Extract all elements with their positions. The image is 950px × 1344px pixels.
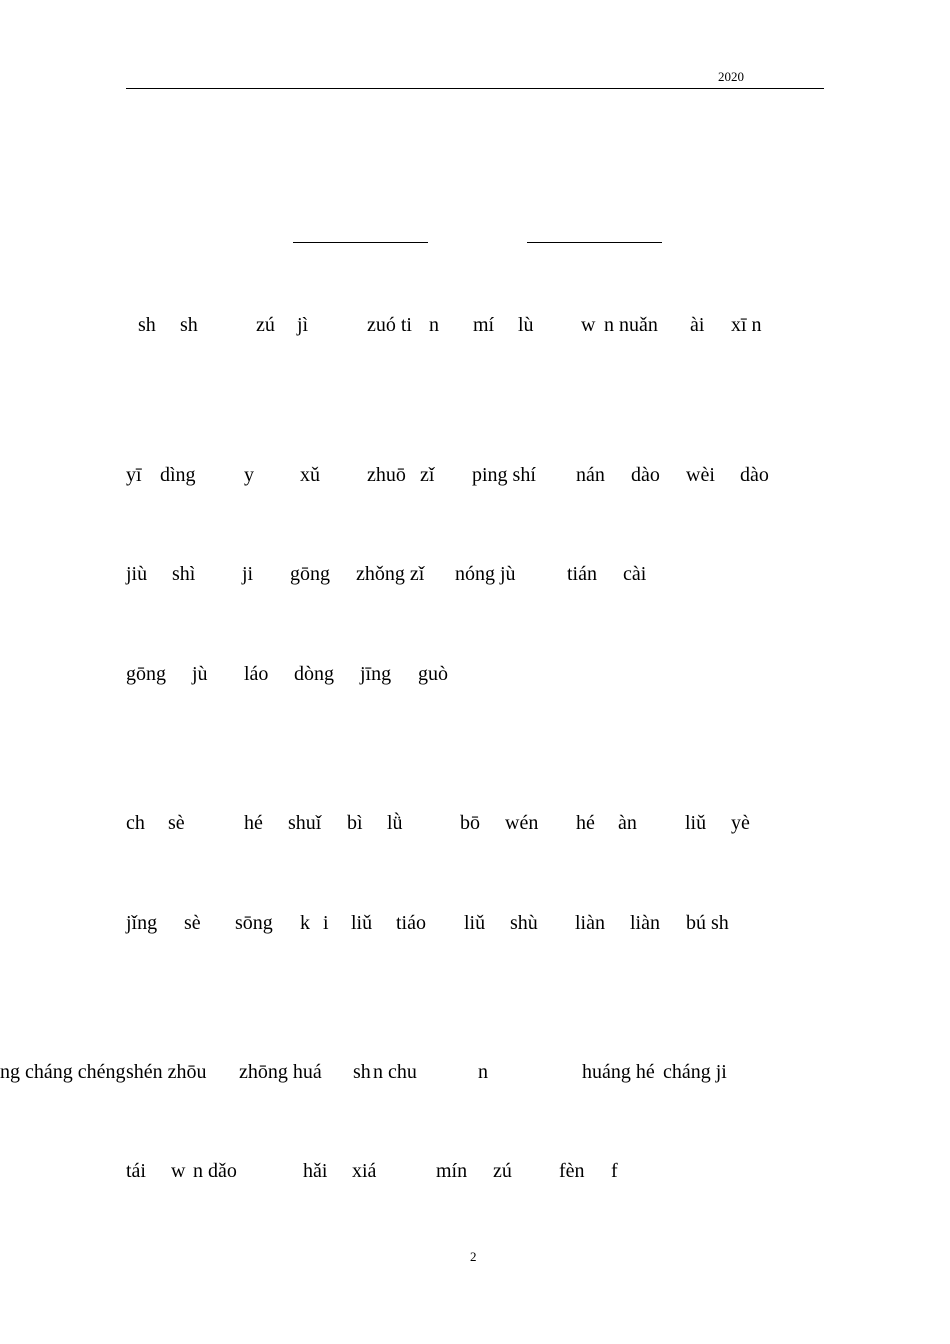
pinyin-word: ch: [126, 812, 145, 834]
pinyin-word: n: [429, 314, 439, 336]
pinyin-word: k: [300, 912, 310, 934]
title-blank-2: [527, 242, 662, 243]
pinyin-word: n dǎo: [193, 1160, 237, 1182]
pinyin-word: ài: [690, 314, 705, 336]
pinyin-word: w: [581, 314, 596, 336]
pinyin-word: xiá: [352, 1160, 377, 1182]
title-blank-1: [293, 242, 428, 243]
pinyin-word: wèi: [686, 464, 715, 486]
header-year: 2020: [718, 69, 744, 84]
pinyin-word: zú: [493, 1160, 512, 1182]
pinyin-word: f: [611, 1160, 618, 1182]
pinyin-word: zú: [256, 314, 275, 336]
pinyin-word: mí: [473, 314, 495, 336]
pinyin-word: sh: [180, 314, 198, 336]
pinyin-word: n nuǎn: [604, 314, 658, 336]
pinyin-word: jǐng: [126, 912, 158, 934]
pinyin-word: zǐ: [420, 464, 435, 486]
pinyin-word: jì: [297, 314, 309, 336]
pinyin-word: bì: [347, 812, 363, 834]
pinyin-word: sōng: [235, 912, 273, 934]
pinyin-word: ng cháng chéng: [0, 1061, 126, 1083]
pinyin-word: guò: [418, 663, 448, 685]
pinyin-word: láo: [244, 663, 269, 685]
pinyin-word: yī: [126, 464, 142, 486]
pinyin-word: jīng: [360, 663, 392, 685]
pinyin-word: lù: [518, 314, 534, 336]
pinyin-word: nán: [576, 464, 605, 486]
pinyin-word: liàn: [575, 912, 605, 934]
pinyin-word: shù: [510, 912, 538, 934]
pinyin-word: jiù: [126, 563, 148, 585]
pinyin-word: jù: [192, 663, 208, 685]
pinyin-word: dìng: [160, 464, 196, 486]
pinyin-word: bō: [460, 812, 480, 834]
pinyin-word: hé: [244, 812, 263, 834]
pinyin-word: zhǒng zǐ: [356, 563, 425, 585]
pinyin-word: hé: [576, 812, 595, 834]
header-rule: [126, 88, 824, 89]
pinyin-word: n: [478, 1061, 488, 1083]
pinyin-word: cài: [623, 563, 647, 585]
pinyin-word: yè: [731, 812, 750, 834]
pinyin-word: wén: [505, 812, 539, 834]
pinyin-word: sè: [184, 912, 201, 934]
pinyin-word: huáng hé: [582, 1061, 655, 1083]
pinyin-word: cháng ji: [663, 1061, 727, 1083]
pinyin-word: liǔ: [685, 812, 707, 834]
pinyin-word: sh: [353, 1061, 371, 1083]
pinyin-word: liǔ: [351, 912, 373, 934]
pinyin-word: ping shí: [472, 464, 536, 486]
pinyin-word: àn: [618, 812, 637, 834]
pinyin-word: dào: [740, 464, 769, 486]
pinyin-word: sè: [168, 812, 185, 834]
pinyin-word: zhuō: [367, 464, 406, 486]
pinyin-word: shuǐ: [288, 812, 322, 834]
pinyin-word: gōng: [290, 563, 330, 585]
pinyin-word: mín: [436, 1160, 468, 1182]
pinyin-word: fèn: [559, 1160, 585, 1182]
pinyin-word: shì: [172, 563, 196, 585]
pinyin-word: zuó ti: [367, 314, 412, 336]
pinyin-word: n chu: [373, 1061, 417, 1083]
pinyin-word: hǎi: [303, 1160, 328, 1182]
pinyin-word: tái: [126, 1160, 146, 1182]
pinyin-word: i: [323, 912, 329, 934]
pinyin-word: lǜ: [387, 812, 403, 834]
page-number: 2: [470, 1249, 477, 1264]
pinyin-word: xǔ: [300, 464, 320, 486]
pinyin-word: tián: [567, 563, 597, 585]
pinyin-word: tiáo: [396, 912, 426, 934]
pinyin-word: gōng: [126, 663, 166, 685]
pinyin-word: liàn: [630, 912, 660, 934]
pinyin-word: zhōng huá: [239, 1061, 322, 1083]
pinyin-word: dào: [631, 464, 660, 486]
pinyin-word: dòng: [294, 663, 334, 685]
pinyin-word: ji: [242, 563, 254, 585]
pinyin-word: y: [244, 464, 254, 486]
pinyin-word: bú sh: [686, 912, 729, 934]
pinyin-word: xī n: [731, 314, 762, 336]
pinyin-word: nóng jù: [455, 563, 516, 585]
pinyin-word: shén zhōu: [126, 1061, 207, 1083]
pinyin-word: w: [171, 1160, 186, 1182]
pinyin-word: sh: [138, 314, 156, 336]
pinyin-word: liǔ: [464, 912, 486, 934]
